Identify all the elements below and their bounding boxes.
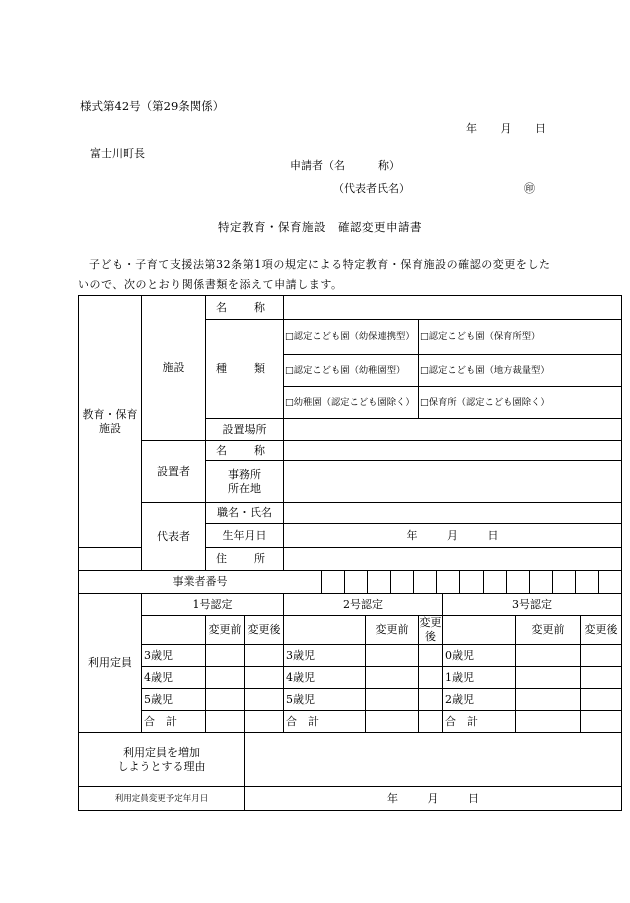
- addressee: 富士川町長: [90, 147, 145, 160]
- facility-name-field[interactable]: [284, 296, 622, 320]
- cert2-header: 2号認定: [284, 594, 443, 616]
- cert3-row-label: 0歳児: [443, 645, 516, 667]
- cert2-after-total[interactable]: [419, 711, 443, 733]
- cert2-after-cell[interactable]: [419, 689, 443, 711]
- office-address-label: 事務所 所在地: [206, 461, 284, 503]
- type-option-nursery[interactable]: □保育所（認定こども園除く）: [419, 387, 622, 419]
- founder-name-field[interactable]: [284, 441, 622, 461]
- increase-reason-field[interactable]: [245, 733, 622, 787]
- cert1-before-header: 変更前: [206, 616, 245, 645]
- cert3-after-cell[interactable]: [581, 667, 622, 689]
- group-label-spacer: [79, 548, 142, 571]
- cert1-after-cell[interactable]: [245, 645, 284, 667]
- cert3-after-header: 変更後: [581, 616, 622, 645]
- cert1-before-cell[interactable]: [206, 645, 245, 667]
- type-option-kindergarten-nursery[interactable]: □認定こども園（幼保連携型）: [284, 320, 419, 355]
- cert2-before-cell[interactable]: [366, 667, 419, 689]
- cert1-header: 1号認定: [142, 594, 284, 616]
- cert1-row-label: 3歳児: [142, 645, 206, 667]
- cert1-row-label: 5歳児: [142, 689, 206, 711]
- cert1-after-total[interactable]: [245, 711, 284, 733]
- cert1-before-cell[interactable]: [206, 689, 245, 711]
- cert1-row-label: 4歳児: [142, 667, 206, 689]
- type-option-nursery-type[interactable]: □認定こども園（保育所型）: [419, 320, 622, 355]
- rep-title-label: 職名・氏名: [206, 503, 284, 524]
- application-table: [78, 295, 622, 811]
- birth-date-label: 生年月日: [206, 524, 284, 548]
- cert3-after-total[interactable]: [581, 711, 622, 733]
- form-number: 様式第42号（第29条関係）: [80, 99, 225, 113]
- cert2-after-cell[interactable]: [419, 645, 443, 667]
- location-label: 設置場所: [206, 419, 284, 441]
- cert1-blank: [142, 616, 206, 645]
- cert3-before-total[interactable]: [516, 711, 581, 733]
- representative-label: 代表者: [142, 503, 206, 571]
- cert1-total-label: 合 計: [142, 711, 206, 733]
- type-option-local-discretion[interactable]: □認定こども園（地方裁量型）: [419, 355, 622, 387]
- group-label-cell: 教育・保育 施設: [79, 296, 142, 548]
- cert3-before-cell[interactable]: [516, 645, 581, 667]
- cert3-row-label: 1歳児: [443, 667, 516, 689]
- cert2-after-header: 変更後: [419, 616, 442, 643]
- capacity-label: 利用定員: [79, 594, 142, 733]
- facility-label: 施設: [142, 296, 206, 441]
- cert2-row-label: 3歳児: [284, 645, 366, 667]
- address-label: 住 所: [206, 548, 284, 571]
- business-number-label: 事業者番号: [79, 571, 322, 594]
- cert2-row-label: 5歳児: [284, 689, 366, 711]
- cert1-after-cell[interactable]: [245, 667, 284, 689]
- cert3-after-cell[interactable]: [581, 645, 622, 667]
- cert2-before-cell[interactable]: [366, 645, 419, 667]
- office-address-field[interactable]: [284, 461, 622, 503]
- cert3-before-cell[interactable]: [516, 667, 581, 689]
- cert3-after-cell[interactable]: [581, 689, 622, 711]
- location-field[interactable]: [284, 419, 622, 441]
- cert3-before-cell[interactable]: [516, 689, 581, 711]
- rep-title-field[interactable]: [284, 503, 622, 524]
- seal-mark: ㊞: [524, 182, 535, 195]
- facility-type-label: 種 類: [206, 320, 284, 419]
- cert3-total-label: 合 計: [443, 711, 516, 733]
- facility-name-label: 名 称: [206, 296, 284, 320]
- founder-name-label: 名 称: [206, 441, 284, 461]
- cert2-blank: [284, 616, 366, 645]
- change-date-label: 利用定員変更予定年月日: [79, 787, 245, 811]
- cert1-before-total[interactable]: [206, 711, 245, 733]
- birth-date-field[interactable]: 年 月 日: [284, 524, 622, 548]
- cert1-after-header: 変更後: [245, 616, 284, 645]
- cert2-after-cell[interactable]: [419, 667, 443, 689]
- cert2-row-label: 4歳児: [284, 667, 366, 689]
- intro-text: 子ども・子育て支援法第32条第1項の規定による特定教育・保育施設の確認の変更をしたいので、次のとおり関係書類を添えて申請します。: [78, 258, 551, 291]
- type-option-kindergarten-type[interactable]: □認定こども園（幼稚園型）: [284, 355, 419, 387]
- document-title: 特定教育・保育施設 確認変更申請書: [218, 220, 422, 234]
- business-number-field[interactable]: [322, 571, 622, 594]
- cert2-before-cell[interactable]: [366, 689, 419, 711]
- applicant-name-label: 申請者（名 称）: [290, 159, 400, 172]
- cert2-before-header: 変更前: [366, 616, 419, 645]
- increase-reason-label: 利用定員を増加 しようとする理由: [79, 733, 245, 787]
- cert3-row-label: 2歳児: [443, 689, 516, 711]
- founder-label: 設置者: [142, 441, 206, 503]
- representative-name-label: （代表者氏名）: [333, 182, 410, 195]
- cert1-before-cell[interactable]: [206, 667, 245, 689]
- application-date: 年 月 日: [466, 122, 546, 135]
- cert3-before-header: 変更前: [516, 616, 581, 645]
- cert3-blank: [443, 616, 516, 645]
- cert3-header: 3号認定: [443, 594, 622, 616]
- change-date-field[interactable]: 年 月 日: [245, 787, 622, 811]
- cert2-total-label: 合 計: [284, 711, 366, 733]
- cert2-before-total[interactable]: [366, 711, 419, 733]
- cert1-after-cell[interactable]: [245, 689, 284, 711]
- address-field[interactable]: [284, 548, 622, 571]
- type-option-kindergarten[interactable]: □幼稚園（認定こども園除く）: [284, 387, 419, 419]
